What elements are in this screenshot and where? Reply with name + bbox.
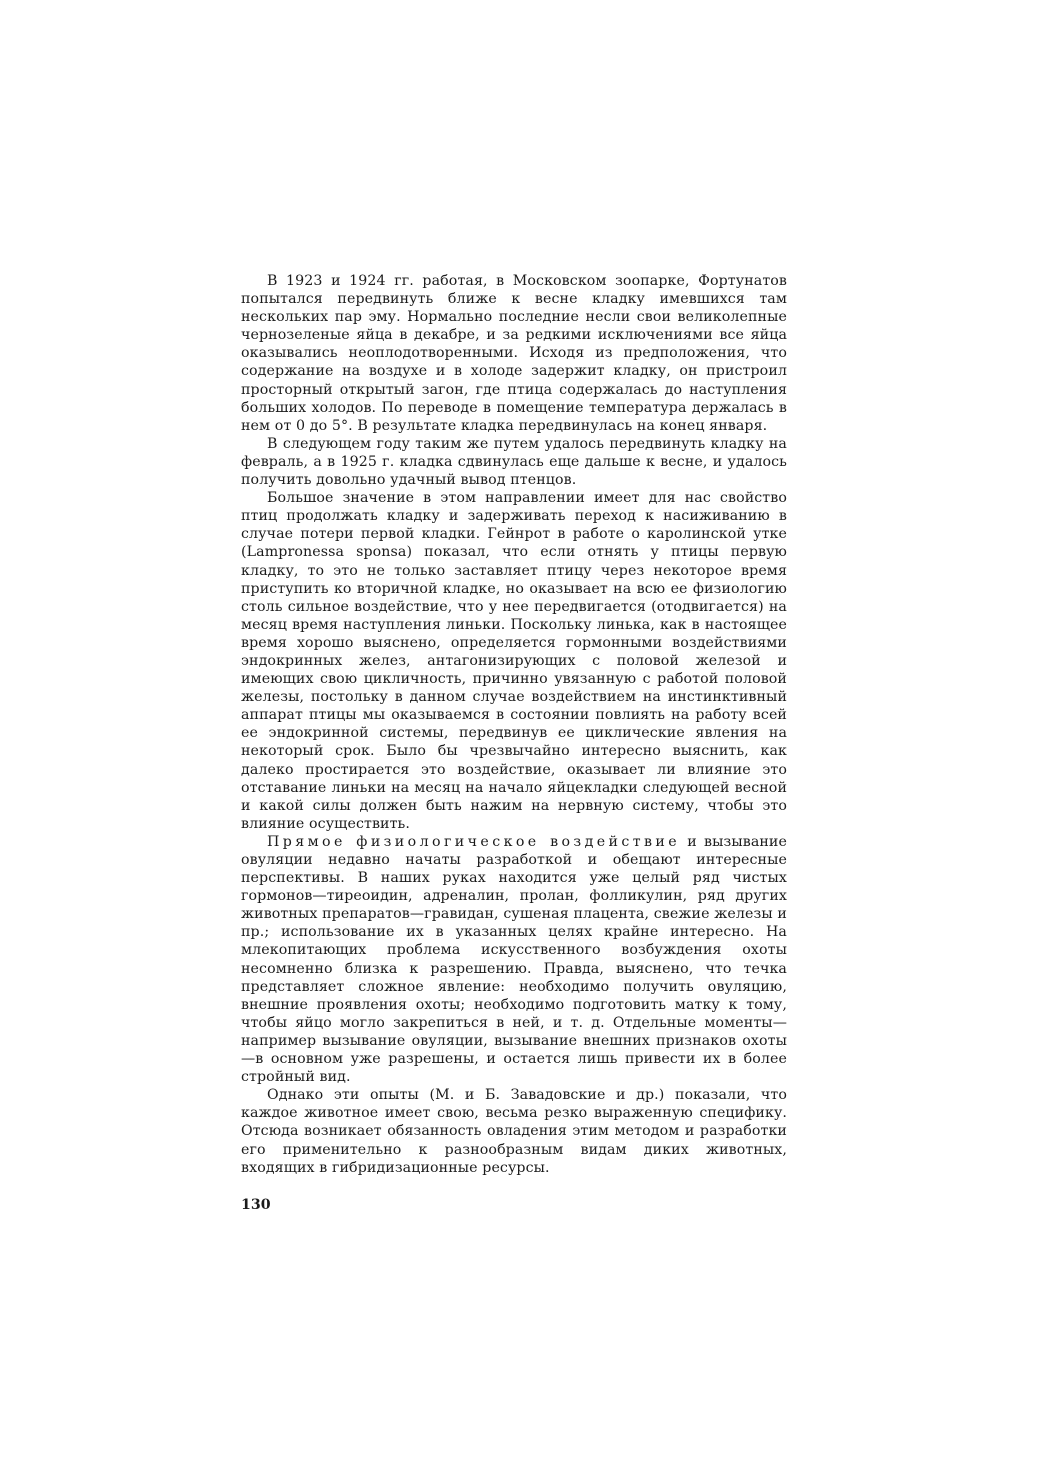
- paragraph-1: [241, 272, 787, 435]
- paragraph-4: [241, 833, 787, 1086]
- paragraph-4-text: и вызывание овуляции недавно начаты разработкой и обещают интересные перспективы. В наших руках находится уже целый ряд чистых гормонов—тиреоидин, адреналин, пролан, фолликулин, ряд других животных препаратов—гравидан, сушеная плацента, свежие железы и пр.; использование их в указанных целях крайне интересно. На млекопитающих проблема искусственного возбуждения охоты несомненно близка к разрешению. Правда, выяснено, что течка представляет сложное явление: необходимо получить овуляцию, внешние проявления охоты; необходимо подготовить матку к тому, чтобы яйцо могло закрепиться в ней, и т. д. Отдельные моменты—например вызывание овуляции, вызывание внешних признаков охоты—в основном уже разрешены, и остается лишь привести их в более стройный вид.: [241, 833, 787, 1086]
- page-number: 130: [241, 1197, 271, 1213]
- paragraph-5-text: Однако эти опыты (М. и Б. Завадовские и др.) показали, что каждое животное имеет свою, весьма резко выраженную специфику. Отсюда возникает обязанность овладения этим методом и разработки его применительно к разнообразным видам диких животных, входящих в гибридизационные ресурсы.: [241, 1087, 787, 1176]
- paragraph-2: [241, 435, 787, 489]
- paragraph-1-text: В 1923 и 1924 гг. работая, в Московском зоопарке, Фортунатов попытался передвинуть ближе к весне кладку имевшихся там нескольких пар эму. Нормально последние несли свои великолепные чернозеленые яйца в декабре, и за редкими исключениями все яйца оказывались неоплодотворенными. Исходя из предположения, что содержание на воздухе и в холоде задержит кладку, он пристроил просторный открытый загон, где птица содержалась до наступления больших холодов. По переводе в помещение температура держалась в нем от 0 до 5°. В результате кладка передвинулась на конец января.: [241, 273, 787, 434]
- paragraph-3: [241, 489, 787, 833]
- paragraph-2-text: В следующем году таким же путем удалось передвинуть кладку на февраль, а в 1925 г. кладка сдвинулась еще дальше к весне, и удалось получить довольно удачный вывод птенцов.: [241, 435, 787, 489]
- paragraph-5: [241, 1086, 787, 1176]
- paragraph-4-spaced-heading: Прямое физиологическое воздействие: [267, 833, 680, 850]
- body-text: [241, 272, 787, 1177]
- paragraph-3-text: Большое значение в этом направлении имеет для нас свойство птиц продолжать кладку и задерживать переход к насиживанию в случае потери первой кладки. Гейнрот в работе о каролинской утке (Lampronessa sponsa) показал, что если отнять у птицы первую кладку, то это не только заставляет птицу через некоторое время приступить ко вторичной кладке, но оказывает на всю ее физиологию столь сильное воздействие, что у нее передвигается (отодвигается) на месяц время наступления линьки. Поскольку линька, как в настоящее время хорошо выяснено, определяется гормонными воздействиями эндокринных желез, антагонизирующих с половой железой и имеющих свою цикличность, причинно увязанную с работой половой железы, постольку в данном случае воздействием на инстинктивный аппарат птицы мы оказываемся в состоянии повлиять на работу всей ее эндокринной системы, передвинув ее циклические явления на некоторый срок. Было бы чрезвычайно интересно выяснить, как далеко простирается это воздействие, оказывает ли влияние это отставание линьки на месяц на начало яйцекладки следующей весной и какой силы должен быть нажим на нервную систему, чтобы это влияние осуществить.: [241, 490, 787, 832]
